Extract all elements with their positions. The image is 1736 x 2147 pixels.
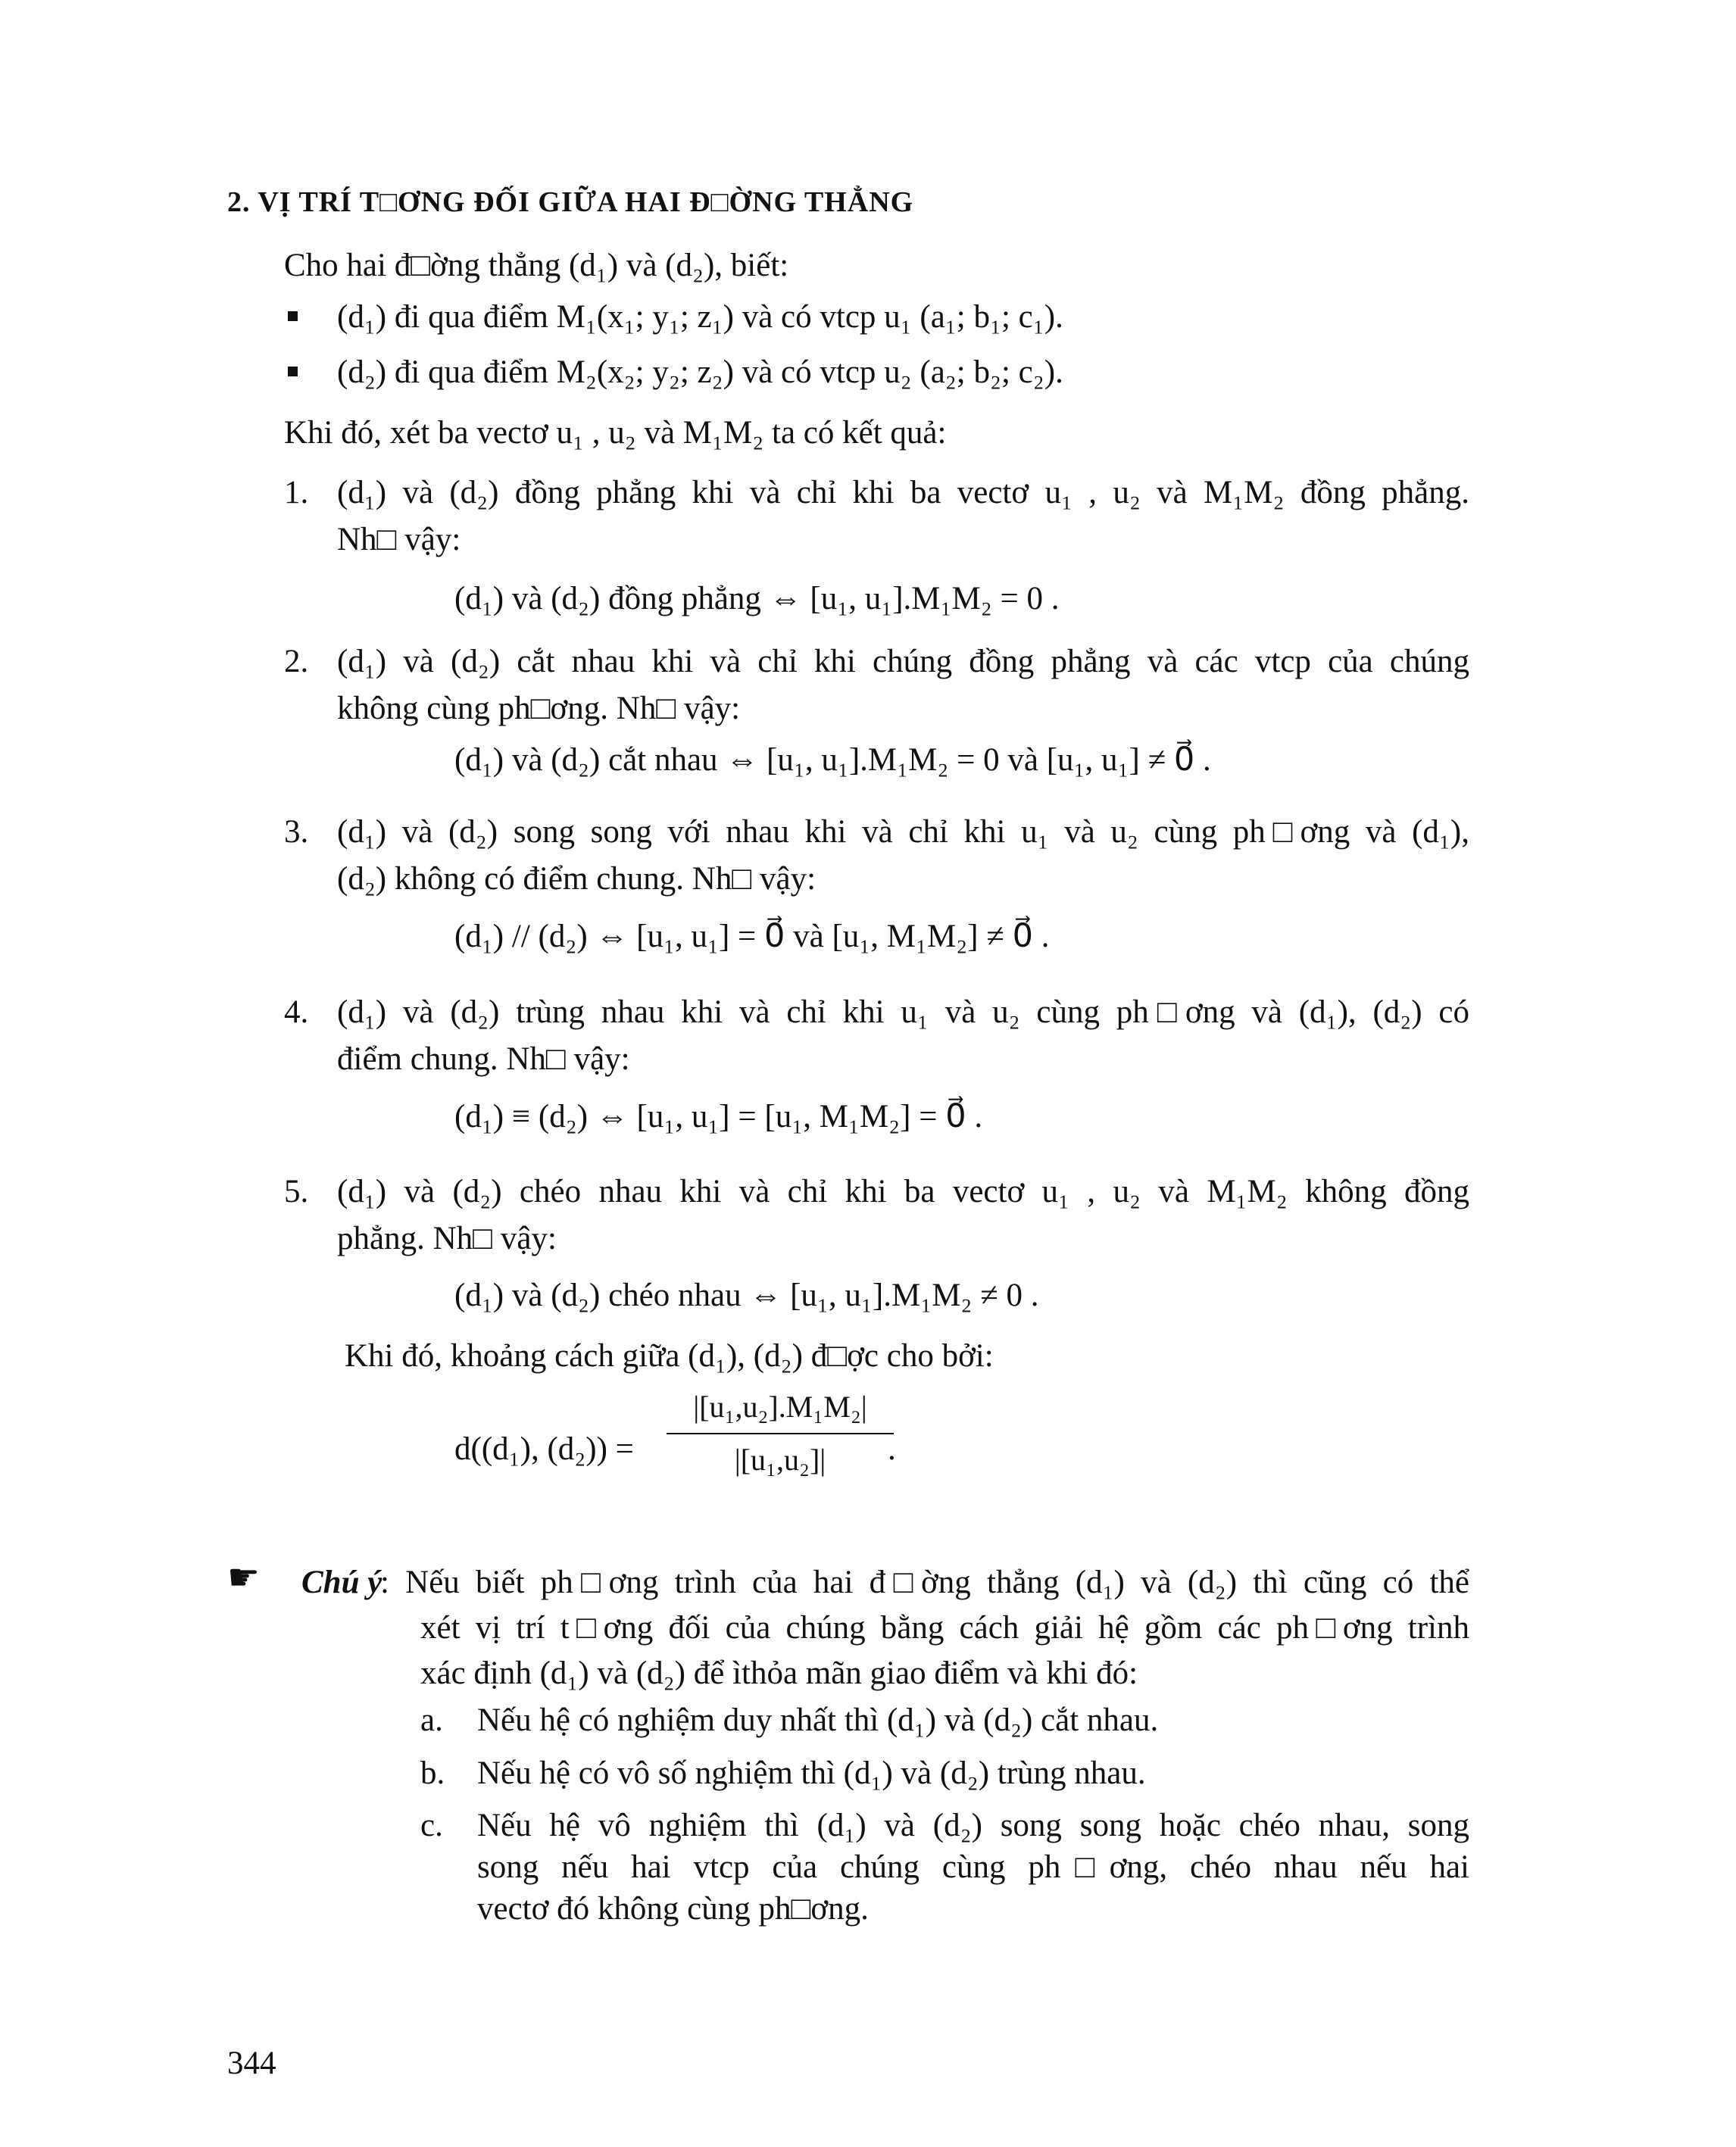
- item-4-formula: (d₁) ≡ (d₂) ⇔ [u₁, u₁] = [u₁, M₁M₂] = 0⃗ .: [454, 1099, 983, 1134]
- item-number: 3.: [284, 814, 309, 850]
- note-item-c-line-2: song nếu hai vtcp của chúng cùng ph□ơng, chéo nhau nếu hai: [477, 1849, 1469, 1885]
- bullet-square-icon: [288, 311, 298, 321]
- distance-intro: Khi đó, khoảng cách giữa (d₁), (d₂) đ□ợc cho bởi:: [345, 1338, 994, 1374]
- note-line-2: xét vị trí t□ơng đối của chúng bằng cách giải hệ gồm các ph□ơng trình: [420, 1610, 1469, 1646]
- item-number: 1.: [284, 475, 309, 510]
- note-item-a: Nếu hệ có nghiệm duy nhất thì (d₁) và (d₂) cắt nhau.: [477, 1702, 1159, 1738]
- distance-fraction: [667, 1386, 894, 1481]
- note-label: [301, 1561, 382, 1605]
- note-line-3: xác định (d₁) và (d₂) để ìthỏa mãn giao điểm và khi đó:: [420, 1655, 1138, 1691]
- item-3-formula: (d₁) // (d₂) ⇔ [u₁, u₁] = 0⃗ và [u₁, M₁M₂] ≠ 0⃗ .: [454, 919, 1050, 954]
- note-item-letter: a.: [420, 1702, 443, 1738]
- note-item-b: Nếu hệ có vô số nghiệm thì (d₁) và (d₂) trùng nhau.: [477, 1755, 1146, 1791]
- intro-text: Cho hai đ□ờng thẳng (d₁) và (d₂), biết:: [284, 248, 789, 283]
- item-2-formula: (d₁) và (d₂) cắt nhau ⇔ [u₁, u₁].M₁M₂ = 0 và [u₁, u₁] ≠ 0⃗ .: [454, 742, 1211, 778]
- consider-text: Khi đó, xét ba vectơ u₁ , u₂ và M₁M₂ ta có kết quả:: [284, 415, 947, 451]
- item-3-line-1: (d₁) và (d₂) song song với nhau khi và chỉ khi u₁ và u₂ cùng ph□ơng và (d₁),: [337, 814, 1469, 850]
- item-2-line-1: (d₁) và (d₂) cắt nhau khi và chỉ khi chúng đồng phẳng và các vtcp của chúng: [337, 644, 1469, 679]
- note-item-c-line-3: vectơ đó không cùng ph□ơng.: [477, 1891, 869, 1927]
- note-item-letter: c.: [420, 1808, 443, 1843]
- item-4-line-2: điểm chung. Nh□ vậy:: [337, 1041, 630, 1077]
- item-2-line-2: không cùng ph□ơng. Nh□ vậy:: [337, 691, 741, 726]
- distance-lhs: d((d₁), (d₂)) =: [454, 1431, 634, 1467]
- fraction-denominator: |[u₁,u₂]|: [734, 1443, 826, 1477]
- bullet-line-1: (d₁) đi qua điểm M₁(x₁; y₁; z₁) và có vtcp u₁ (a₁; b₁; c₁).: [337, 299, 1063, 335]
- bullet-line-2: (d₂) đi qua điểm M₂(x₂; y₂; z₂) và có vtcp u₂ (a₂; b₂; c₂).: [337, 354, 1063, 390]
- note-item-c-line-1: Nếu hệ vô nghiệm thì (d₁) và (d₂) song song hoặc chéo nhau, song: [477, 1808, 1469, 1843]
- item-number: 5.: [284, 1174, 309, 1209]
- item-1-line-1: (d₁) và (d₂) đồng phẳng khi và chỉ khi ba vectơ u₁ , u₂ và M₁M₂ đồng phẳng.: [337, 475, 1469, 510]
- item-number: 2.: [284, 644, 309, 679]
- item-5-line-2: phẳng. Nh□ vậy:: [337, 1221, 557, 1256]
- pointing-hand-icon: ☛: [227, 1558, 261, 1598]
- item-number: 4.: [284, 994, 309, 1030]
- fraction-bar: [667, 1433, 894, 1434]
- item-5-formula: (d₁) và (d₂) chéo nhau ⇔ [u₁, u₁].M₁M₂ ≠ 0 .: [454, 1278, 1039, 1313]
- distance-end: .: [888, 1431, 896, 1467]
- fraction-numerator: |[u₁,u₂].M₁M₂|: [693, 1390, 867, 1424]
- section-heading: 2. VỊ TRÍ T□ƠNG ĐỐI GIỮA HAI Đ□ỜNG THẲNG: [227, 186, 914, 218]
- item-1-line-2: Nh□ vậy:: [337, 522, 461, 557]
- note-label-text: Chú ý: [301, 1565, 382, 1600]
- page-number: 344: [227, 2046, 276, 2081]
- item-3-line-2: (d₂) không có điểm chung. Nh□ vậy:: [337, 861, 816, 897]
- item-5-line-1: (d₁) và (d₂) chéo nhau khi và chỉ khi ba vectơ u₁ , u₂ và M₁M₂ không đồng: [337, 1174, 1469, 1209]
- bullet-square-icon: [288, 367, 298, 376]
- item-1-formula: (d₁) và (d₂) đồng phẳng ⇔ [u₁, u₁].M₁M₂ = 0 .: [454, 581, 1060, 616]
- note-line-1: : Nếu biết ph□ơng trình của hai đ□ờng thẳng (d₁) và (d₂) thì cũng có thể: [380, 1565, 1469, 1600]
- item-4-line-1: (d₁) và (d₂) trùng nhau khi và chỉ khi u₁ và u₂ cùng ph□ơng và (d₁), (d₂) có: [337, 994, 1469, 1030]
- note-item-letter: b.: [420, 1755, 445, 1791]
